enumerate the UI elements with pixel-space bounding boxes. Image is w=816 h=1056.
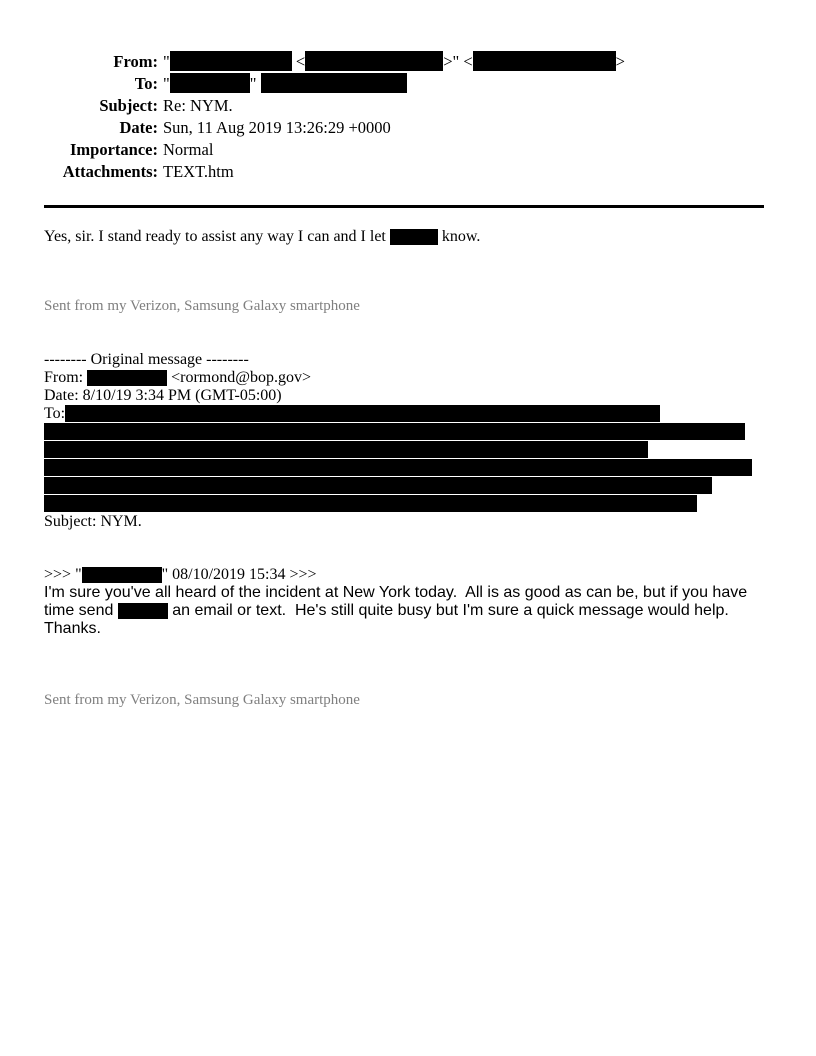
redaction-bar [118, 603, 168, 619]
redaction-line [44, 495, 697, 512]
quote-thanks-line: Thanks. [44, 620, 101, 637]
quote-paragraph-line: time send an email or text. He's still quite busy but I'm sure a quick message would help. [44, 602, 729, 619]
header-row-to [44, 73, 774, 95]
redaction-bar [87, 370, 167, 386]
redaction-bar [473, 51, 616, 71]
redaction-bar [170, 51, 292, 71]
header-value-to: " " [158, 73, 407, 95]
quoted-message-block [44, 566, 816, 638]
redaction-line [44, 477, 712, 494]
header-value-from: " < >" < > [163, 52, 625, 71]
original-subject-line: Subject: NYM. [44, 513, 142, 530]
redaction-line [44, 459, 752, 476]
header-value-attachments: TEXT.htm [163, 162, 234, 181]
original-message-block [44, 351, 816, 531]
header-row-from [44, 51, 774, 73]
signature-text: Sent from my Verizon, Samsung Galaxy smartphone [44, 692, 360, 708]
header-label-date: Date: [119, 118, 158, 137]
header-label-from: From: [113, 52, 158, 71]
redaction-bar [390, 229, 438, 245]
redaction-bar [261, 73, 407, 93]
redaction-bar [170, 73, 250, 93]
header-value-subject: Re: NYM. [163, 96, 233, 115]
redaction-bar [65, 405, 660, 422]
header-label-importance: Importance: [70, 140, 158, 159]
redacted-block [44, 423, 816, 512]
header-value-importance: Normal [163, 140, 214, 159]
header-value-date: Sun, 11 Aug 2019 13:26:29 +0000 [163, 118, 391, 137]
original-from-line: From: <rormond@bop.gov> [44, 369, 312, 386]
header-divider [44, 205, 764, 208]
redaction-line [44, 441, 648, 458]
original-to-line: To: [44, 405, 816, 423]
header-row-date [44, 117, 774, 139]
header-label-to: To: [134, 74, 158, 93]
header-row-subject [44, 95, 774, 117]
header-row-attachments [44, 161, 774, 183]
redaction-bar [82, 567, 162, 583]
redaction-line [44, 423, 745, 440]
original-message-separator: -------- Original message -------- [44, 351, 249, 368]
quote-paragraph-line: I'm sure you've all heard of the incident at New York today. All is as good as can be, but if you have [44, 584, 748, 601]
signature-text: Sent from my Verizon, Samsung Galaxy smartphone [44, 298, 360, 314]
redaction-bar [305, 51, 443, 71]
reply-text: Yes, sir. I stand ready to assist any way I can and I let know. [44, 228, 481, 245]
original-date-line: Date: 8/10/19 3:34 PM (GMT-05:00) [44, 387, 282, 404]
header-row-importance [44, 139, 774, 161]
header-label-attachments: Attachments: [62, 162, 158, 181]
header-label-subject: Subject: [99, 96, 158, 115]
email-header [44, 51, 774, 183]
quote-attribution-line: >>> " " 08/10/2019 15:34 >>> [44, 566, 317, 583]
